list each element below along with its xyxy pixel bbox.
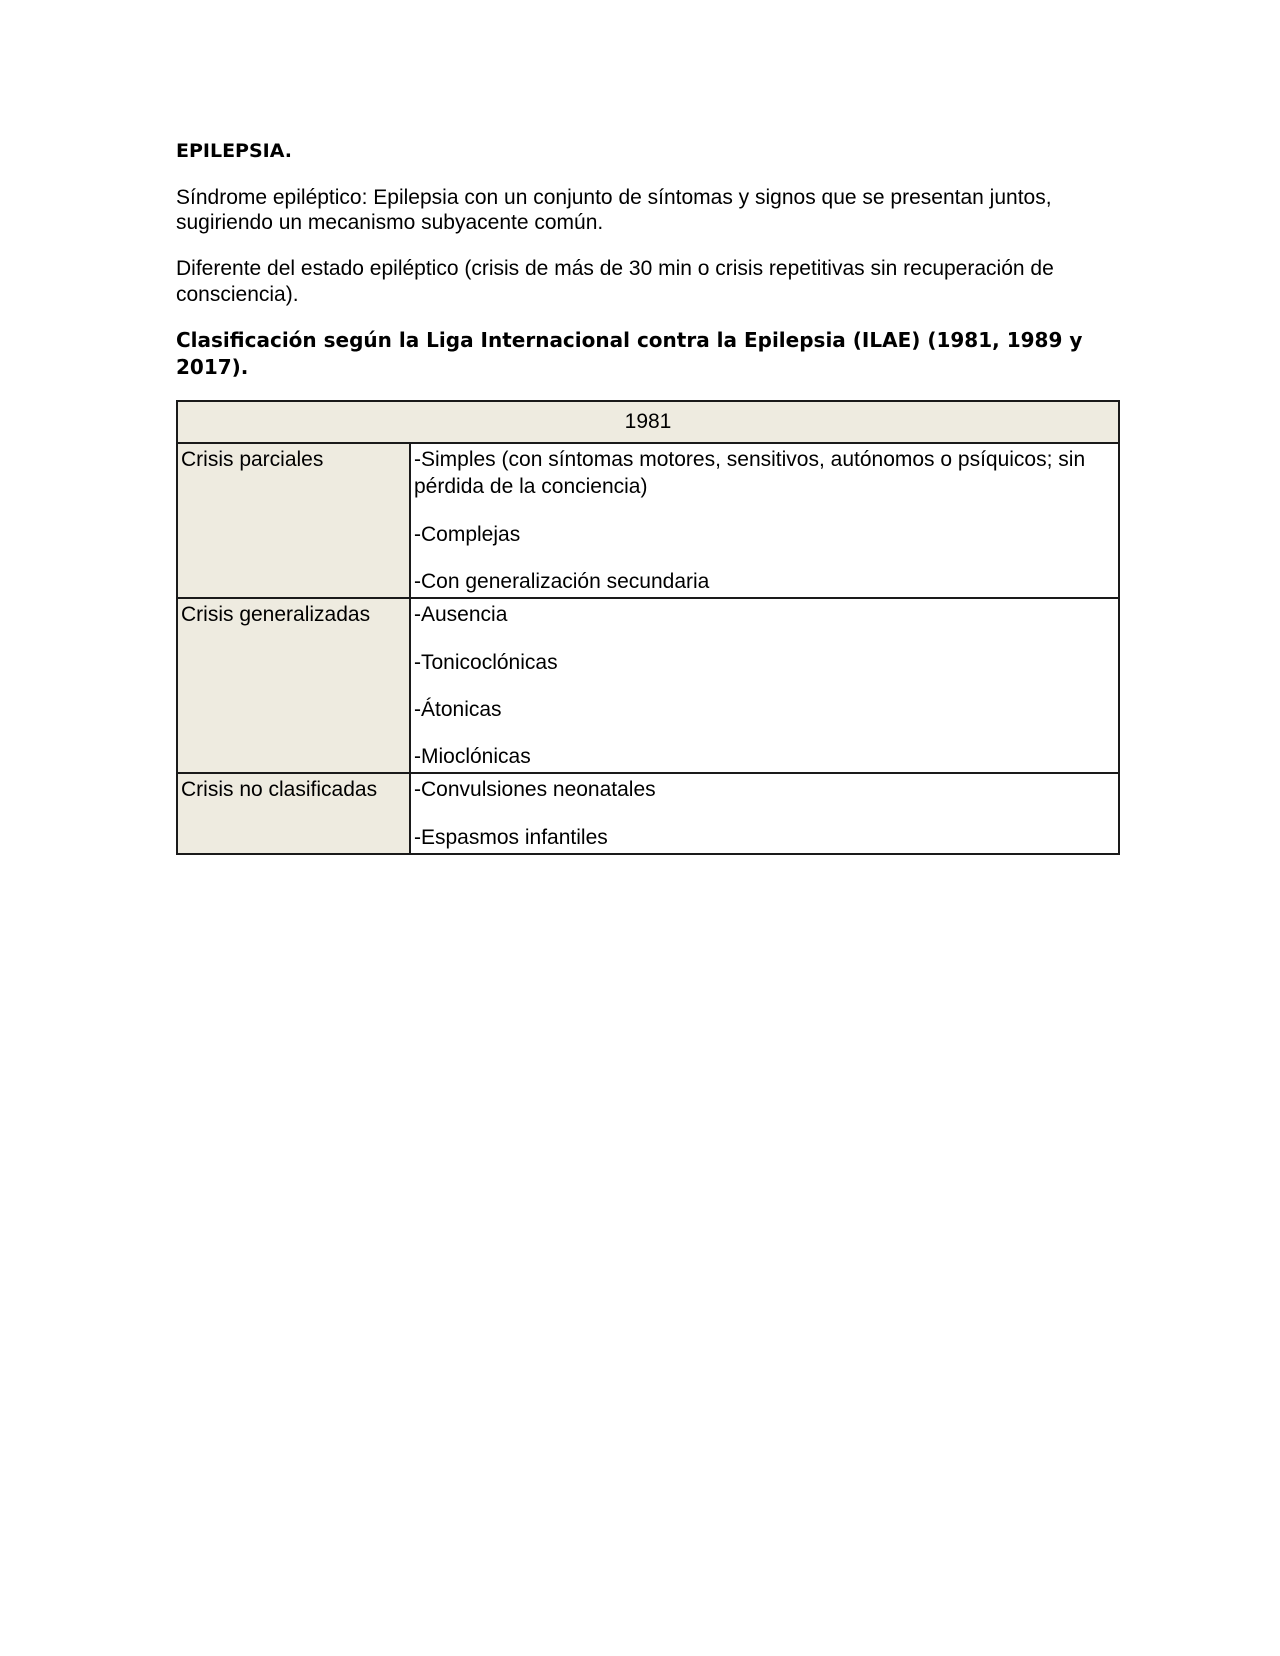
paragraph-sindrome: Síndrome epiléptico: Epilepsia con un conjunto de síntomas y signos que se presentan juntos, sugiriendo un mecanismo subyacente común. [176,185,1052,235]
category-cell: Crisis no clasificadas [177,773,410,854]
table-header-row [177,401,1119,443]
category-cell: Crisis generalizadas [177,598,410,773]
list-item: -Espasmos infantiles [414,825,608,849]
items-cell [410,443,1119,598]
list-item: -Convulsiones neonatales [414,778,656,802]
items-cell [410,773,1119,854]
list-item: -Átonicas [414,697,502,721]
classification-table [176,400,1120,855]
document-title: EPILEPSIA. [176,140,293,162]
table-row [177,598,1119,773]
category-cell: Crisis parciales [177,443,410,598]
list-item: -Complejas [414,522,521,546]
table-row [177,773,1119,854]
list-item: -Ausencia [414,603,508,627]
items-cell [410,598,1119,773]
list-item: -Con generalización secundaria [414,569,710,593]
list-item: -Mioclónicas [414,745,531,769]
classification-heading: Clasificación según la Liga Internacional contra la Epilepsia (ILAE) (1981, 1989 y 2017). [176,328,1083,379]
list-item: -Tonicoclónicas [414,650,558,674]
paragraph-estado: Diferente del estado epiléptico (crisis de más de 30 min o crisis repetitivas sin recuperación de consciencia). [176,257,1054,306]
list-item: -Simples (con síntomas motores, sensitivos, autónomos o psíquicos; sin pérdida de la conciencia) [414,448,1086,499]
document-page [176,140,1120,855]
table-header-year: 1981 [177,401,1119,443]
table-row [177,443,1119,598]
